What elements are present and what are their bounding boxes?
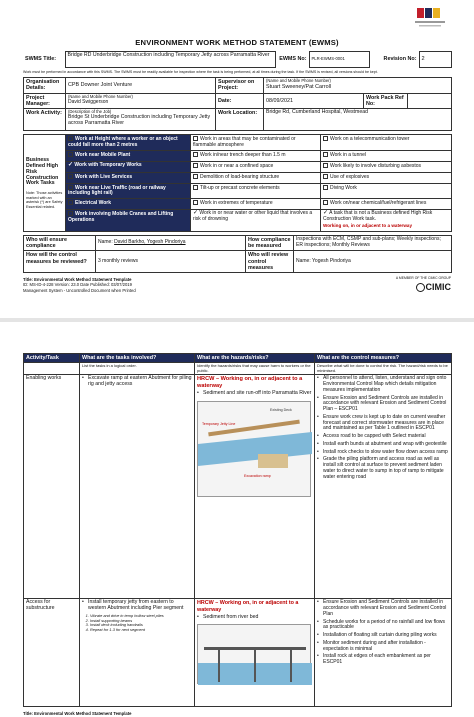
page-title: ENVIRONMENT WORK METHOD STATEMENT (EWMS) — [135, 38, 339, 47]
cimic-tagline: A MEMBER OF THE CIMIC GROUP — [395, 276, 451, 281]
col-sub: List the tasks in a logical order. — [80, 363, 195, 375]
checkbox[interactable] — [193, 174, 198, 179]
ewms-label: EWMS No: — [279, 56, 307, 63]
revision-label: Revision No: — [383, 56, 417, 63]
checkbox[interactable] — [68, 174, 73, 179]
hr-item: Demolition of load-bearing structure — [191, 172, 321, 183]
checkbox[interactable] — [193, 152, 198, 157]
hr-item: Work involving Mobile Cranes and Lifting Operations — [66, 210, 191, 232]
pm-label: Project Manager: — [24, 94, 66, 109]
check-mark-icon[interactable]: ✓ — [323, 210, 329, 217]
control-item: • Installation of floating silt curtain during piling works — [317, 633, 449, 639]
hr-item: Work in extremes of temperature — [191, 199, 321, 210]
supervisor-field — [264, 78, 452, 94]
tasks-table — [23, 353, 452, 707]
checkbox[interactable] — [323, 200, 328, 205]
site-plan-figure — [197, 401, 311, 497]
how-field: Inspections with ECM, CSMP and sub-plans; Weekly inspections; ER inspections; Monthly Reviews — [294, 236, 452, 251]
control-item: • Ensure work crew is kept up to date on current weather forecast and correct stormwater measures are in place and maintained as per Table 1 outlined in ESCP01 — [317, 415, 449, 432]
swms-title-field: Bridge RD Underbridge Construction including Temporary Jetty across Parramatta River — [65, 52, 275, 68]
figure-label: Temporary Jetty Line — [202, 422, 236, 427]
jetty-figure — [197, 624, 311, 684]
hazard-title: HRCW – Working on, in or adjacent to a waterway — [197, 376, 303, 389]
supervisor-value: Stuart Sweeney/Pat Carroll — [266, 83, 332, 90]
control-item: • Install rock checks to slow water flow down access ramp — [317, 450, 449, 456]
hr-item: Use of explosives — [321, 172, 452, 183]
revision-no-field: 2 — [419, 52, 451, 68]
checkbox[interactable] — [193, 200, 198, 205]
controls-cell — [315, 599, 452, 707]
hr-item: ✓ A task that is not a Business defined High Risk Construction Work task. Working on, in or adjacent to a waterway — [321, 210, 452, 232]
activity-value: Bridge St Underbridge Construction including Temporary Jetty across Parramatta River — [68, 114, 211, 127]
checkbox[interactable] — [323, 163, 328, 168]
col-header-controls: What are the control measures? — [315, 354, 452, 363]
how-label: How compliance be measured — [246, 236, 294, 251]
col-sub: Identify the hazards/risks that may cause harm to workers or the public. — [195, 363, 315, 375]
reviewer-label: Who will review control measures — [246, 251, 294, 273]
checkbox[interactable] — [68, 200, 73, 205]
pm-field — [66, 94, 216, 109]
header-table — [23, 51, 452, 68]
control-item: • Access road to be capped with Select material — [317, 434, 449, 440]
footer-id: ID: MS-ID-4-228 Version: 23.0 Date Published: 03/07/2019 — [23, 282, 132, 288]
location-label: Work Location: — [216, 109, 264, 131]
work-pack-field — [408, 94, 452, 109]
checkbox[interactable] — [68, 185, 73, 190]
bdhr-note: Note: Those activities marked with an asterisk (*) are Safety Essential related. — [26, 191, 63, 209]
ewms-page-2 — [23, 353, 451, 717]
activity-hint: (Description of the Job) — [68, 109, 112, 115]
page-divider — [0, 318, 474, 322]
hr-item: Work near Live Traffic (road or railway including light rail) — [66, 183, 191, 198]
supervisor-label: Supervisor on Project: — [216, 78, 264, 94]
figure-label: Excavation ramp — [244, 474, 271, 479]
hr-item: Work in or near a confined space — [191, 161, 321, 172]
footer-title: Title: Environmental Work Method Statement Template — [23, 277, 132, 283]
activity-field — [66, 109, 216, 131]
monitor-name-label: Name: — [98, 239, 113, 246]
location-field: Bridge Rd, Cumberland Hospital, Westmead — [264, 109, 452, 131]
cimic-logo: CIMIC — [416, 282, 452, 292]
checkbox[interactable] — [68, 136, 73, 141]
task-step: 3. Install deck including handrails — [90, 623, 192, 627]
monitor-label: Who will ensure compliance — [24, 236, 96, 251]
activity-cell: Enabling works — [24, 375, 80, 599]
hr-item: Work in a tunnel — [321, 150, 452, 161]
bdhr-label: Business Defined High Risk Construction Work Tasks — [26, 156, 59, 187]
supervisor-hint: (Name and Mobile Phone Number) — [266, 78, 331, 83]
reviewer-name-label: Name: — [296, 257, 311, 264]
footer-system: Management System - Uncontrolled Document when Printed — [23, 287, 136, 293]
checkbox[interactable] — [323, 185, 328, 190]
hazard-item: • Sediment and site run-off into Parramatta River — [197, 391, 312, 397]
task-step: 4. Repeat for 1-3 for next segment — [90, 628, 192, 632]
hr-item: ✓ Work with Temporary Works — [66, 161, 191, 172]
reviewer-value: Yogesh Pindoriya — [312, 257, 351, 264]
compliance-table — [23, 235, 452, 273]
control-item: • Ensure Erosion and Sediment Controls are installed in accordance with relevant Erosion and Sediment Control Plan – ESCP01 — [317, 396, 449, 413]
company-logo-icon — [411, 4, 449, 32]
task-cell — [80, 599, 195, 707]
control-item: • Grade the piling platform and access road as well as install silt control at surface to prevent sediment laden water to direct water to sump in top of ramp to mitigate water entering road — [317, 457, 449, 480]
checkbox[interactable] — [68, 152, 73, 157]
org-label: Organisation Details: — [24, 78, 66, 94]
hr-item: Work in/near trench deeper than 1.5 m — [191, 150, 321, 161]
pile-shape — [290, 650, 292, 682]
ewms-no-field: PLR-EWMS-0001 — [309, 52, 369, 68]
high-risk-table — [23, 134, 452, 232]
activity-cell: Access for substructure — [24, 599, 80, 707]
col-header-tasks: What are the tasks involved? — [80, 354, 195, 363]
checkbox[interactable] — [193, 163, 198, 168]
monitor-field — [96, 236, 246, 251]
checkbox[interactable] — [193, 136, 198, 141]
task-cell — [80, 375, 195, 599]
pm-value: David Swiggerson — [68, 98, 109, 105]
pile-shape — [254, 650, 256, 682]
check-mark-icon[interactable]: ✓ — [193, 210, 199, 217]
hazard-cell — [195, 375, 315, 599]
details-table — [23, 77, 452, 131]
control-item: • Install earth bunds at abutment and wrap with geotextile — [317, 442, 449, 448]
pm-hint: (Name and Mobile Phone Number) — [68, 94, 133, 99]
control-item: • All personnel to attend, listen, understand and sign onto Environmental Control Map which details mitigation measures implementation — [317, 376, 449, 393]
col-header-hazards: What are the hazards/risks? — [195, 354, 315, 363]
hazard-cell — [195, 599, 315, 707]
ramp-shape — [258, 454, 288, 468]
control-item: • Schedule works for a period of no rainfall and low flows as practicable — [317, 620, 449, 632]
controls-cell — [315, 375, 452, 599]
date-label: Date: — [216, 94, 264, 109]
figure-label: Existing Deck — [270, 408, 292, 413]
control-item: • Monitor sediment during and after installation - expectation is minimal — [317, 641, 449, 653]
hr-item: Electrical Work — [66, 199, 191, 210]
hr-item: Work in areas that may be contaminated or flammable atmosphere — [191, 135, 321, 150]
cimic-logo-icon — [416, 283, 425, 292]
col-sub: Describe what will be done to control the risk. The hazard/risk needs to be minimised. — [315, 363, 452, 375]
hr-item: Work on/near chemical/fuel/refrigerant lines — [321, 199, 452, 210]
task-item: • Install temporary jetty from eastern to western Abutment including Pier segment — [82, 600, 192, 612]
hr-item: Work at Height where a worker or an object could fall more than 2 metres — [66, 135, 191, 150]
col-header-activity: Activity/Task — [24, 354, 80, 363]
work-pack-label: Work Pack Ref No: — [364, 94, 408, 109]
reviewer-field — [294, 251, 452, 273]
activity-label: Work Activity: — [24, 109, 66, 131]
hr-item: Work likely to involve disturbing asbestos — [321, 161, 452, 172]
hazard-title: HRCW – Working on, in or adjacent to a waterway — [197, 600, 299, 613]
checkbox[interactable] — [323, 152, 328, 157]
river-shape — [198, 432, 312, 466]
footer — [23, 277, 136, 293]
ewms-page-1 — [23, 4, 451, 320]
hr-item: Tilt-up or precast concrete elements — [191, 183, 321, 198]
swms-label: SWMS Title: — [25, 56, 57, 63]
task-item: • Excavate ramp at eastern Abutment for piling rig and jetty access — [82, 376, 192, 388]
checkbox[interactable] — [323, 174, 328, 179]
hr-item: Work on a telecommunication tower — [321, 135, 452, 150]
control-item: • Install rock at edges of each embankment as per ESCP01 — [317, 654, 449, 666]
col-sub — [24, 363, 80, 375]
checkbox[interactable] — [323, 136, 328, 141]
review-label: How will the control measures be reviewed? — [24, 251, 96, 273]
checkbox[interactable] — [68, 211, 73, 216]
pile-shape — [218, 650, 220, 682]
bdhr-cell — [24, 135, 66, 232]
checkbox[interactable] — [193, 185, 198, 190]
hr-item: Work with Live Services — [66, 172, 191, 183]
org-field: CPB Downer Joint Venture — [66, 78, 216, 94]
hr-item: Diving Work — [321, 183, 452, 198]
review-field: 3 monthly reviews — [96, 251, 246, 273]
footer-title-page2: Title: Environmental Work Method Statement Template — [23, 711, 132, 717]
task-step: 2. Install supporting beams — [90, 619, 192, 623]
hr-note: Working on, in or adjacent to a waterway — [323, 222, 412, 228]
monitor-value: David Barkho, Yogesh Pindoriya — [114, 239, 186, 246]
task-step: 1. Vibrate and drive in temp hollow steel piles — [90, 614, 192, 618]
hr-item: Work near Mobile Plant — [66, 150, 191, 161]
hazard-item: • Sediment from river bed — [197, 615, 312, 621]
notice-text: Work must be performed in accordance with this SWMS. The SWMS must be readily available for inspection where the task is being performed, at all times during the task. If the SWMS is revised, all versions should be kept. — [23, 70, 378, 74]
date-field: 08/09/2021 — [264, 94, 364, 109]
check-mark-icon[interactable]: ✓ — [68, 161, 74, 168]
hr-item: ✓ Work in or near water or other liquid that involves a risk of drowning — [191, 210, 321, 232]
control-item: • Ensure Erosion and Sediment Controls are installed in accordance with relevant Erosion and Sediment Control Plan — [317, 600, 449, 617]
